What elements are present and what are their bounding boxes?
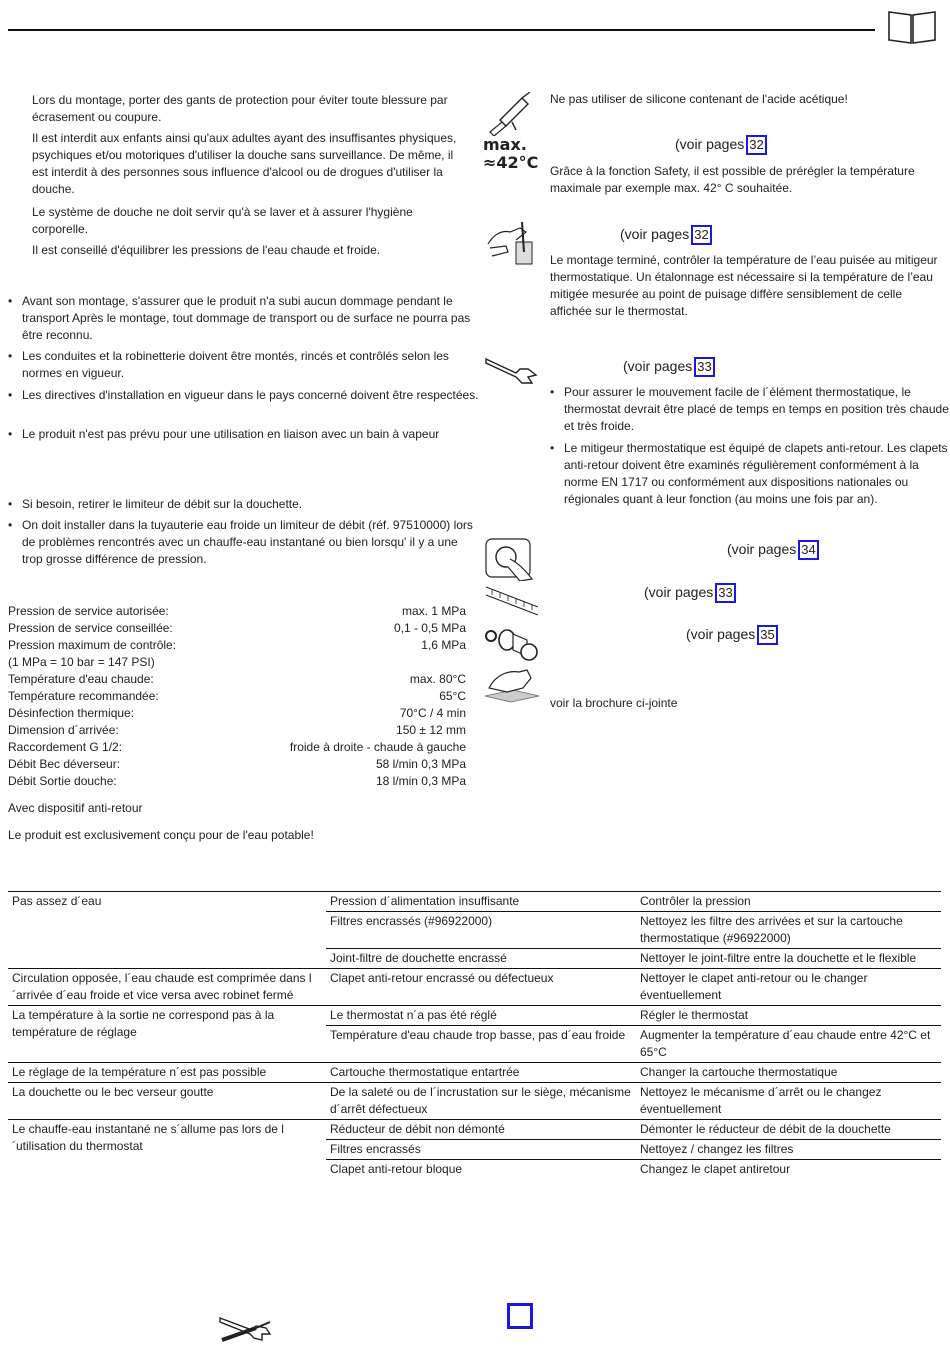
book-icon <box>886 8 938 46</box>
intro-paragraph: Il est interdit aux enfants ainsi qu'aux adultes ayant des insuffisantes physiques, psychiques et/ou motoriques d'utiliser la douche sans surveillance. De même, il est interdit à des personnes sous influence d'alcool ou de drogues d'utiliser la douche. <box>32 131 457 196</box>
problem-cell: Le réglage de la température n´est pas possible <box>8 1063 326 1083</box>
remedy-cell: Contrôler la pression <box>636 892 941 912</box>
thermometer-hand-icon <box>486 222 536 266</box>
spec-value: 70°C / 4 min <box>399 706 466 720</box>
table-row <box>8 1120 941 1140</box>
install-bullet: • Avant son montage, s'assurer que le produit n'a subi aucun dommage pendant le transport Après le montage, tout dommage de transport ou de surface ne pourra pas être reconnu. <box>8 293 480 344</box>
remedy-cell: Nettoyez les filtre des arrivées et sur la cartouche thermostatique (#96922000) <box>636 912 941 949</box>
spec-value: 150 ± 12 mm <box>396 723 466 737</box>
remedy-cell: Changez le clapet antiretour <box>636 1160 941 1180</box>
table-row <box>8 892 941 912</box>
cause-cell: Filtres encrassés <box>326 1140 636 1160</box>
spec-label: Pression de service conseillée: <box>8 621 173 635</box>
spec-value: froide à droite - chaude à gauche <box>289 740 466 754</box>
problem-cell: Pas assez d´eau <box>8 892 326 969</box>
cause-cell: Filtres encrassés (#96922000) <box>326 912 636 949</box>
note-antiretour: Avec dispositif anti-retour <box>8 801 143 815</box>
cause-cell: Clapet anti-retour encrassé ou défectueux <box>326 969 636 1006</box>
cause-cell: Clapet anti-retour bloque <box>326 1160 636 1180</box>
spec-row <box>8 654 466 671</box>
spec-label: Pression de service autorisée: <box>8 604 169 618</box>
safety-text: Grâce à la fonction Safety, il est possible de prérégler la température maximale par exemple max. 42° C souhaitée. <box>550 164 915 195</box>
spec-row <box>8 620 466 637</box>
etalonnage-text: Le montage terminé, contrôler la température de l’eau puisée au mitigeur thermostatique. Un étalonnage est nécessaire si la température de l’eau mitigée mesurée au point de puisage diffère sensiblement de celle affichée sur le thermostat. <box>550 253 938 318</box>
spec-row <box>8 705 466 722</box>
dimensions-ruler-icon <box>484 583 540 619</box>
page-link[interactable]: 33 <box>715 583 735 603</box>
remedy-cell: Nettoyez / changez les filtres <box>636 1140 941 1160</box>
wrench-icon <box>482 355 540 387</box>
install-bullet: • Les conduites et la robinetterie doivent être montés, rincés et contrôlés selon les normes en vigueur. <box>8 348 480 382</box>
cause-cell: Joint-filtre de douchette encrassé <box>326 949 636 969</box>
cause-cell: Température d'eau chaude trop basse, pas d´eau froide <box>326 1026 636 1063</box>
remedy-cell: Nettoyer le clapet anti-retour ou le changer éventuellement <box>636 969 941 1006</box>
spec-row <box>8 637 466 654</box>
spec-label: Désinfection thermique: <box>8 706 135 720</box>
remedy-cell: Augmenter la température d´eau chaude entre 42°C et 65°C <box>636 1026 941 1063</box>
cause-cell: Le thermostat n´a pas été réglé <box>326 1006 636 1026</box>
problem-cell: Circulation opposée, l´eau chaude est comprimée dans l´arrivée d´eau froide et vice versa avec robinet fermé <box>8 969 326 1006</box>
troubleshooting-table <box>8 891 941 1179</box>
spec-row <box>8 722 466 739</box>
silicone-warning: Ne pas utiliser de silicone contenant de l'acide acétique! <box>550 92 848 106</box>
thermostat-knob-icon <box>484 537 536 581</box>
page-number-box <box>507 1303 533 1329</box>
spec-row <box>8 603 466 620</box>
spec-label: Pression maximum de contrôle: <box>8 638 177 652</box>
spare-parts-icon <box>483 622 541 664</box>
page-link[interactable]: 33 <box>694 357 714 377</box>
page-link[interactable]: 32 <box>691 225 711 245</box>
spec-label: (1 MPa = 10 bar = 147 PSI) <box>8 655 155 669</box>
spec-value: 1,6 MPa <box>421 638 466 652</box>
problem-cell: La température à la sortie ne correspond pas à la température de réglage <box>8 1006 326 1063</box>
maintenance-bullet: • Le mitigeur thermostatique est équipé de clapets anti-retour. Les clapets anti-retour doivent être examinés régulièrement conformément à la norme EN 1717 ou conformément aux dispositions nationales ou régionales quant à leur fonction (au moins une fois par an). <box>550 440 950 508</box>
intro-paragraph: Il est conseillé d'équilibrer les pressions de l'eau chaude et froide. <box>32 243 381 257</box>
spec-label: Débit Sortie douche: <box>8 774 117 788</box>
note-potable: Le produit est exclusivement conçu pour de l'eau potable! <box>8 828 314 842</box>
flow-bullet: • On doit installer dans la tuyauterie eau froide un limiteur de débit (réf. 97510000) lors de problèmes rencontrés avec un chauffe-eau instantané ou bien lorsqu' il y a une trop grosse différence de pression. <box>8 517 480 568</box>
voir-page-34: (voir pages 34 <box>727 539 819 560</box>
cause-cell: Réducteur de débit non démonté <box>326 1120 636 1140</box>
voir-entretien: (voir pages 33 <box>623 356 715 377</box>
spec-label: Débit Bec déverseur: <box>8 757 121 771</box>
brochure-note: voir la brochure ci-jointe <box>550 696 678 710</box>
intro-paragraph: Lors du montage, porter des gants de protection pour éviter toute blessure par écrasement ou coupure. <box>32 93 448 124</box>
problem-cell: Le chauffe-eau instantané ne s´allume pas lors de l´utilisation du thermostat <box>8 1120 326 1180</box>
page-link[interactable]: 35 <box>757 625 777 645</box>
silicone-gun-icon <box>482 92 534 136</box>
install-bullet: • Le produit n'est pas prévu pour une utilisation en liaison avec un bain à vapeur <box>8 426 480 443</box>
spec-value: 0,1 - 0,5 MPa <box>393 621 466 635</box>
intro-paragraph: Le système de douche ne doit servir qu'à se laver et à assurer l'hygiène corporelle. <box>32 205 413 236</box>
remedy-cell: Démonter le réducteur de débit de la douchette <box>636 1120 941 1140</box>
spec-row <box>8 671 466 688</box>
table-row <box>8 1006 941 1026</box>
remedy-cell: Changer la cartouche thermostatique <box>636 1063 941 1083</box>
voir-etalonnage: (voir pages 32 <box>620 224 712 245</box>
table-row <box>8 1083 941 1120</box>
cause-cell: De la saleté ou de l´incrustation sur le siège, mécanisme d´arrêt défectueux <box>326 1083 636 1120</box>
remedy-cell: Nettoyez le mécanisme d´arrêt ou le changez éventuellement <box>636 1083 941 1120</box>
max-temp-icon: max. ≈42°C <box>483 135 539 172</box>
spec-value: max. 80°C <box>409 672 466 686</box>
page-link[interactable]: 34 <box>798 540 818 560</box>
remedy-cell: Nettoyer le joint-filtre entre la douchette et le flexible <box>636 949 941 969</box>
spec-value: 65°C <box>439 689 466 703</box>
table-row <box>8 969 941 1006</box>
install-bullet: • Les directives d'installation en vigueur dans le pays concerné doivent être respectées. <box>8 387 480 404</box>
flow-bullet: • Si besoin, retirer le limiteur de débit sur la douchette. <box>8 496 480 513</box>
voir-page-35: (voir pages 35 <box>686 624 778 645</box>
spec-row <box>8 773 466 790</box>
voir-safety: (voir pages 32 <box>675 134 767 155</box>
spec-row <box>8 756 466 773</box>
spec-value: max. 1 MPa <box>401 604 466 618</box>
page-link[interactable]: 32 <box>746 135 766 155</box>
spec-value: 58 l/min 0,3 MPa <box>375 757 466 771</box>
spec-label: Température recommandée: <box>8 689 159 703</box>
spec-row <box>8 688 466 705</box>
cause-cell: Cartouche thermostatique entartrée <box>326 1063 636 1083</box>
spec-row <box>8 739 466 756</box>
spec-label: Température d'eau chaude: <box>8 672 154 686</box>
cause-cell: Pression d´alimentation insuffisante <box>326 892 636 912</box>
spec-value: 18 l/min 0,3 MPa <box>375 774 466 788</box>
problem-cell: La douchette ou le bec verseur goutte <box>8 1083 326 1120</box>
maintenance-bullet: • Pour assurer le mouvement facile de l´élément thermostatique, le thermostat devrait être placé de temps en temps en position très chaude et très froide. <box>550 384 950 435</box>
header-rule <box>8 29 875 31</box>
voir-page-33: (voir pages 33 <box>644 582 736 603</box>
remedy-cell: Régler le thermostat <box>636 1006 941 1026</box>
tools-icon <box>216 1310 274 1346</box>
table-row <box>8 1063 941 1083</box>
spec-label: Raccordement G 1/2: <box>8 740 123 754</box>
cleaning-hand-icon <box>483 666 541 704</box>
spec-label: Dimension d´arrivée: <box>8 723 119 737</box>
